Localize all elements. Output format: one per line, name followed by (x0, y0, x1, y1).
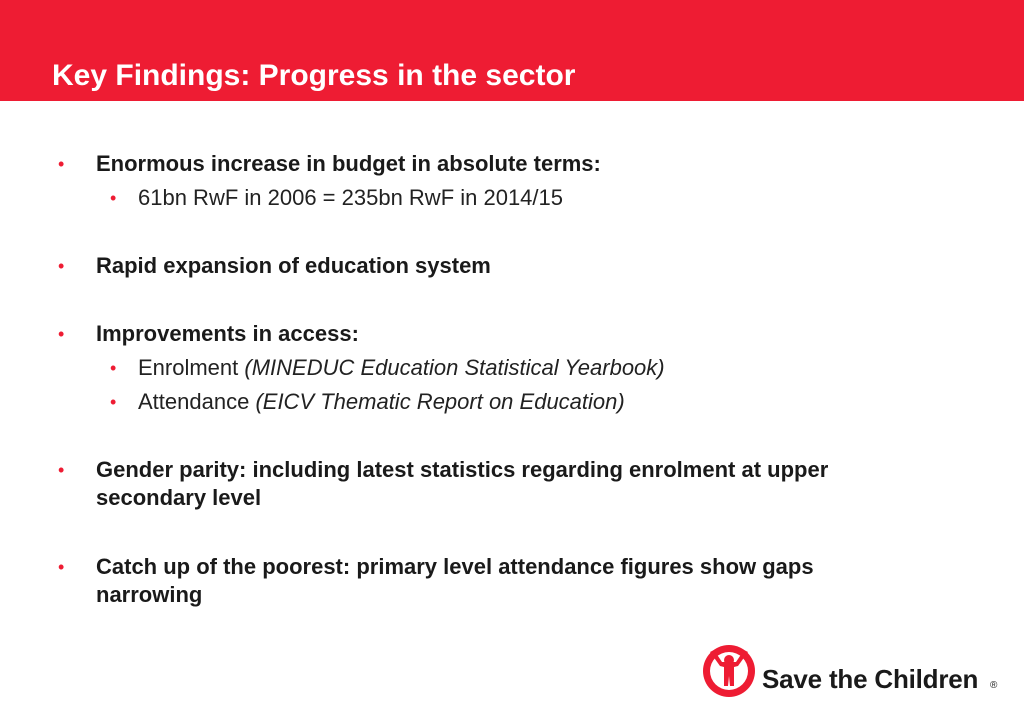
sub-bullet-icon: • (110, 392, 117, 412)
bullet-item (58, 553, 916, 609)
bullet-text: Improvements in access: (96, 321, 359, 346)
bullet-item (58, 252, 916, 280)
bullet-icon: • (58, 154, 65, 174)
bullet-icon: • (58, 460, 65, 480)
save-the-children-logo (700, 640, 1010, 702)
bullet-text: Enormous increase in budget in absolute terms: (96, 151, 601, 176)
bullet-icon: • (58, 324, 65, 344)
brand-name: Save the Children (762, 664, 979, 694)
bullet-icon: • (58, 256, 65, 276)
sub-bullet-item (110, 354, 918, 382)
sub-bullet-text: Enrolment (138, 355, 239, 380)
slide-title: Key Findings: Progress in the sector (52, 59, 576, 92)
sub-bullet-icon: • (110, 358, 117, 378)
bullet-item (58, 150, 916, 178)
bullet-item (58, 320, 916, 348)
sub-bullet-item (110, 184, 918, 212)
sub-bullet-item (110, 388, 918, 416)
sub-bullet-text: 61bn RwF in 2006 = 235bn RwF in 2014/15 (138, 185, 564, 210)
bullet-item (58, 456, 916, 512)
sub-bullet-source: (MINEDUC Education Statistical Yearbook) (244, 355, 665, 380)
sub-bullet-text: Attendance (138, 389, 250, 414)
bullet-text: Gender parity: including latest statistics regarding enrolment at upper secondary level (96, 457, 829, 510)
bullet-text: Rapid expansion of education system (96, 253, 491, 278)
child-figure-icon (700, 640, 758, 700)
registered-mark: ® (990, 680, 998, 691)
bullet-icon: • (58, 557, 65, 577)
sub-bullet-source: (EICV Thematic Report on Education) (255, 389, 625, 414)
bullet-text: Catch up of the poorest: primary level attendance figures show gaps narrowing (96, 554, 814, 607)
sub-bullet-icon: • (110, 188, 117, 208)
